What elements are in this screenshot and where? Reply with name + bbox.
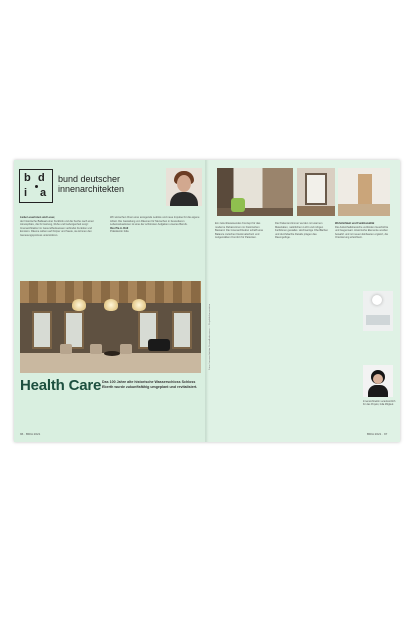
article-column-3-text: Die Aufenthaltsbereiche verbinden Geschichte und Gegenwart. Historische Elemente wurden bewahrt und mit neuen Einbauten ergänzt, die Orientierung erleichtern. (335, 225, 389, 240)
association-name (58, 174, 168, 194)
ballroom-photo (20, 281, 201, 373)
article-title: Health Care (20, 377, 102, 394)
portrait-caption: Innenarchitektin verantwortlich für das Projekt, bdia Mitglied. (363, 400, 396, 407)
logo-letter-i: i (24, 187, 28, 199)
photo-credit-vertical: Fotos: Innenarchitektur Gesundheitswesen — Projektdokumentation (209, 303, 211, 370)
logo-letter-d: d (38, 172, 45, 184)
lounge-photo (217, 168, 293, 216)
right-folio: BDIA 2021 · 97 (367, 432, 388, 436)
intro-column-1 (20, 216, 102, 238)
left-folio: 96 · BDIA 2021 (20, 432, 41, 436)
magazine-spread (14, 160, 400, 442)
chandelier (132, 299, 146, 311)
patient-room-photo (363, 291, 393, 331)
designer-portrait (363, 365, 393, 397)
room-window-photo (297, 168, 335, 216)
spread-gutter (205, 160, 209, 442)
article-column-2: Die Patientenzimmer wurden mit warmen Materialien, natürlichem Licht und ruhigen Farbtönen gestaltet. Hochwertige Oberflächen und durchdachte Details prägen das Raumgefüge. (275, 222, 329, 240)
portrait-face (373, 374, 383, 384)
tall-window (305, 173, 327, 205)
ballroom-floor (20, 353, 201, 373)
logo-dot (35, 185, 38, 188)
lounge-floor (217, 208, 293, 216)
armchair (90, 344, 102, 354)
corridor-photo (338, 168, 390, 216)
coffee-table (104, 351, 120, 356)
salutation: Liebe Leserinnen und Leser, (20, 216, 56, 219)
portrait-face (177, 175, 191, 192)
wooden-door (358, 174, 372, 204)
left-page (14, 160, 207, 442)
president-portrait (166, 168, 202, 206)
bdia-logo (19, 169, 53, 203)
right-page (207, 160, 400, 442)
association-line-2: innenarchitekten (58, 184, 125, 194)
signature: Ihre Pia A. Döll (110, 226, 129, 230)
article-column-3 (335, 222, 393, 240)
corridor-floor (338, 204, 390, 216)
association-line-1: bund deutscher (58, 174, 121, 184)
portrait-body (368, 385, 388, 397)
logo-letter-b: b (24, 172, 31, 184)
article-column-1: Ein zukunftsweisendes Konzept für das moderne Rehazentrum im historischen Bestand. Die Innenarchitektur schafft eine Balance zwischen Denkmalschutz und zeitgemäßem Komfort für Patienten. (215, 222, 264, 240)
window (172, 311, 192, 349)
chandelier (72, 299, 86, 311)
armchair (120, 344, 132, 354)
article-lead: Das 100 Jahre alte historische Wasserschloss Schloss Eberth wurde zukunftsfähig umgeplant und revitalisiert. (102, 380, 198, 389)
armchair (60, 344, 72, 354)
section-heading: Wohnlichkeit und Funktionalität (335, 222, 375, 225)
intro-text-2: Wir wünschen Ihnen eine anregende Lektüre und neue Impulse für die eigene Arbeit. Die Gestaltung von Räumen für Menschen in besonderen Lebenssituationen ist eine der schönsten Aufgaben unseres Berufs. (110, 216, 200, 227)
green-armchair (231, 198, 245, 212)
signature-role: Präsidentin bdia (110, 230, 129, 234)
grand-piano (148, 339, 170, 351)
bed (366, 315, 390, 325)
portrait-body (170, 192, 198, 206)
intro-text-1: der historische Ballsaal einer Kurklinik und die Suche nach einer Atmosphäre, die für Heilung, Ruhe und Geborgenheit sorgt: Innenarchitektur im Gesundheitswesen verbindet Funktion und Emotion. Räume wirken auf Körper und Seele, sie können den Genesungsprozess unterstützen. (20, 219, 94, 237)
logo-letter-a: a (40, 187, 47, 199)
wood-floor (297, 206, 335, 216)
ceiling-lamp (372, 295, 382, 305)
chandelier (104, 299, 118, 311)
intro-column-2 (110, 216, 200, 234)
window (32, 311, 52, 349)
